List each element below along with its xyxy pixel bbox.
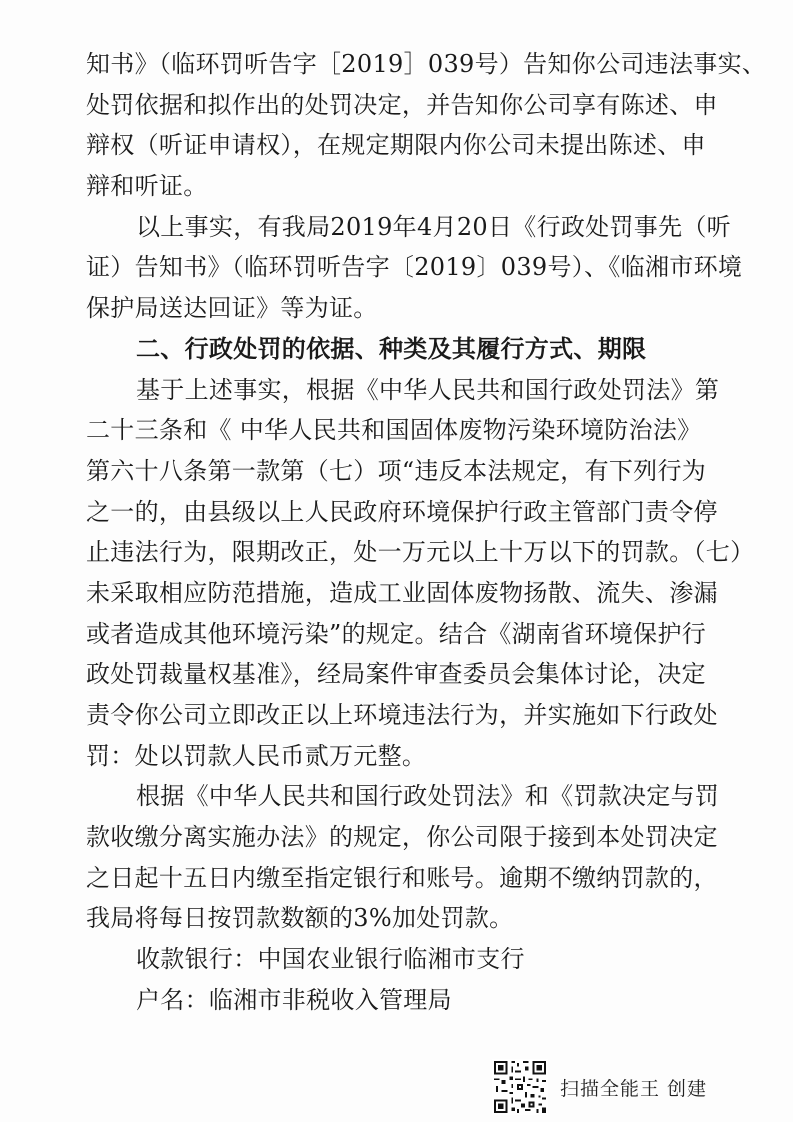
text-line: 之日起十五日内缴至指定银行和账号。逾期不缴纳罚款的，: [86, 863, 718, 892]
text-line: 我局将每日按罚款数额的3%加处罚款。: [86, 904, 514, 933]
text-line: 户名：临湘市非税收入管理局: [136, 985, 452, 1014]
text-line: 罚：处以罚款人民币贰万元整。: [86, 741, 427, 770]
text-line: 根据《中华人民共和国行政处罚法》和《罚款决定与罚: [136, 782, 720, 811]
text-line: 辩和听证。: [86, 172, 208, 201]
text-line: 第六十八条第一款第（七）项“违反本法规定，有下列行为: [86, 456, 707, 485]
section-heading: 二、行政处罚的依据、种类及其履行方式、期限: [136, 333, 647, 363]
text-line: 证）告知书》（临环罚听告字〔2019〕039号）、《临湘市环境: [86, 253, 743, 282]
text-line: 款收缴分离实施办法》的规定，你公司限于接到本处罚决定: [86, 823, 718, 852]
text-line: 止违法行为，限期改正，处一万元以上十万以下的罚款。（七）: [86, 538, 755, 567]
text-line: 处罚依据和拟作出的处罚决定，并告知你公司享有陈述、申: [86, 90, 718, 119]
text-line: 知书》（临环罚听告字［2019］039号）告知你公司违法事实、: [86, 50, 767, 78]
text-line: 之一的，由县级以上人民政府环境保护行政主管部门责令停: [86, 497, 718, 526]
scanner-watermark: [492, 1058, 707, 1116]
text-line: 保护局送达回证》等为证。: [86, 294, 378, 323]
text-line: 责令你公司立即改正以上环境违法行为，并实施如下行政处: [86, 701, 718, 729]
text-line: 二十三条和《 中华人民共和国固体废物污染环境防治法》: [86, 416, 702, 445]
text-line: 收款银行：中国农业银行临湘市支行: [136, 945, 525, 974]
watermark-text: 扫描全能王 创建: [560, 1077, 708, 1100]
text-line: 未采取相应防范措施，造成工业固体废物扬散、流失、渗漏: [86, 578, 718, 607]
text-line: 政处罚裁量权基准》，经局案件审查委员会集体讨论，决定: [86, 660, 706, 689]
text-line: 基于上述事实，根据《中华人民共和国行政处罚法》第: [136, 375, 720, 404]
qr-code-icon: [492, 1059, 548, 1115]
document-body: [86, 44, 767, 1021]
text-line: 或者造成其他环境污染”的规定。结合《湖南省环境保护行: [86, 619, 707, 648]
text-line: 辩权（听证申请权），在规定期限内你公司未提出陈述、申: [86, 131, 706, 160]
text-line: 以上事实，有我局2019年4月20日《行政处罚事先（听: [136, 212, 731, 241]
